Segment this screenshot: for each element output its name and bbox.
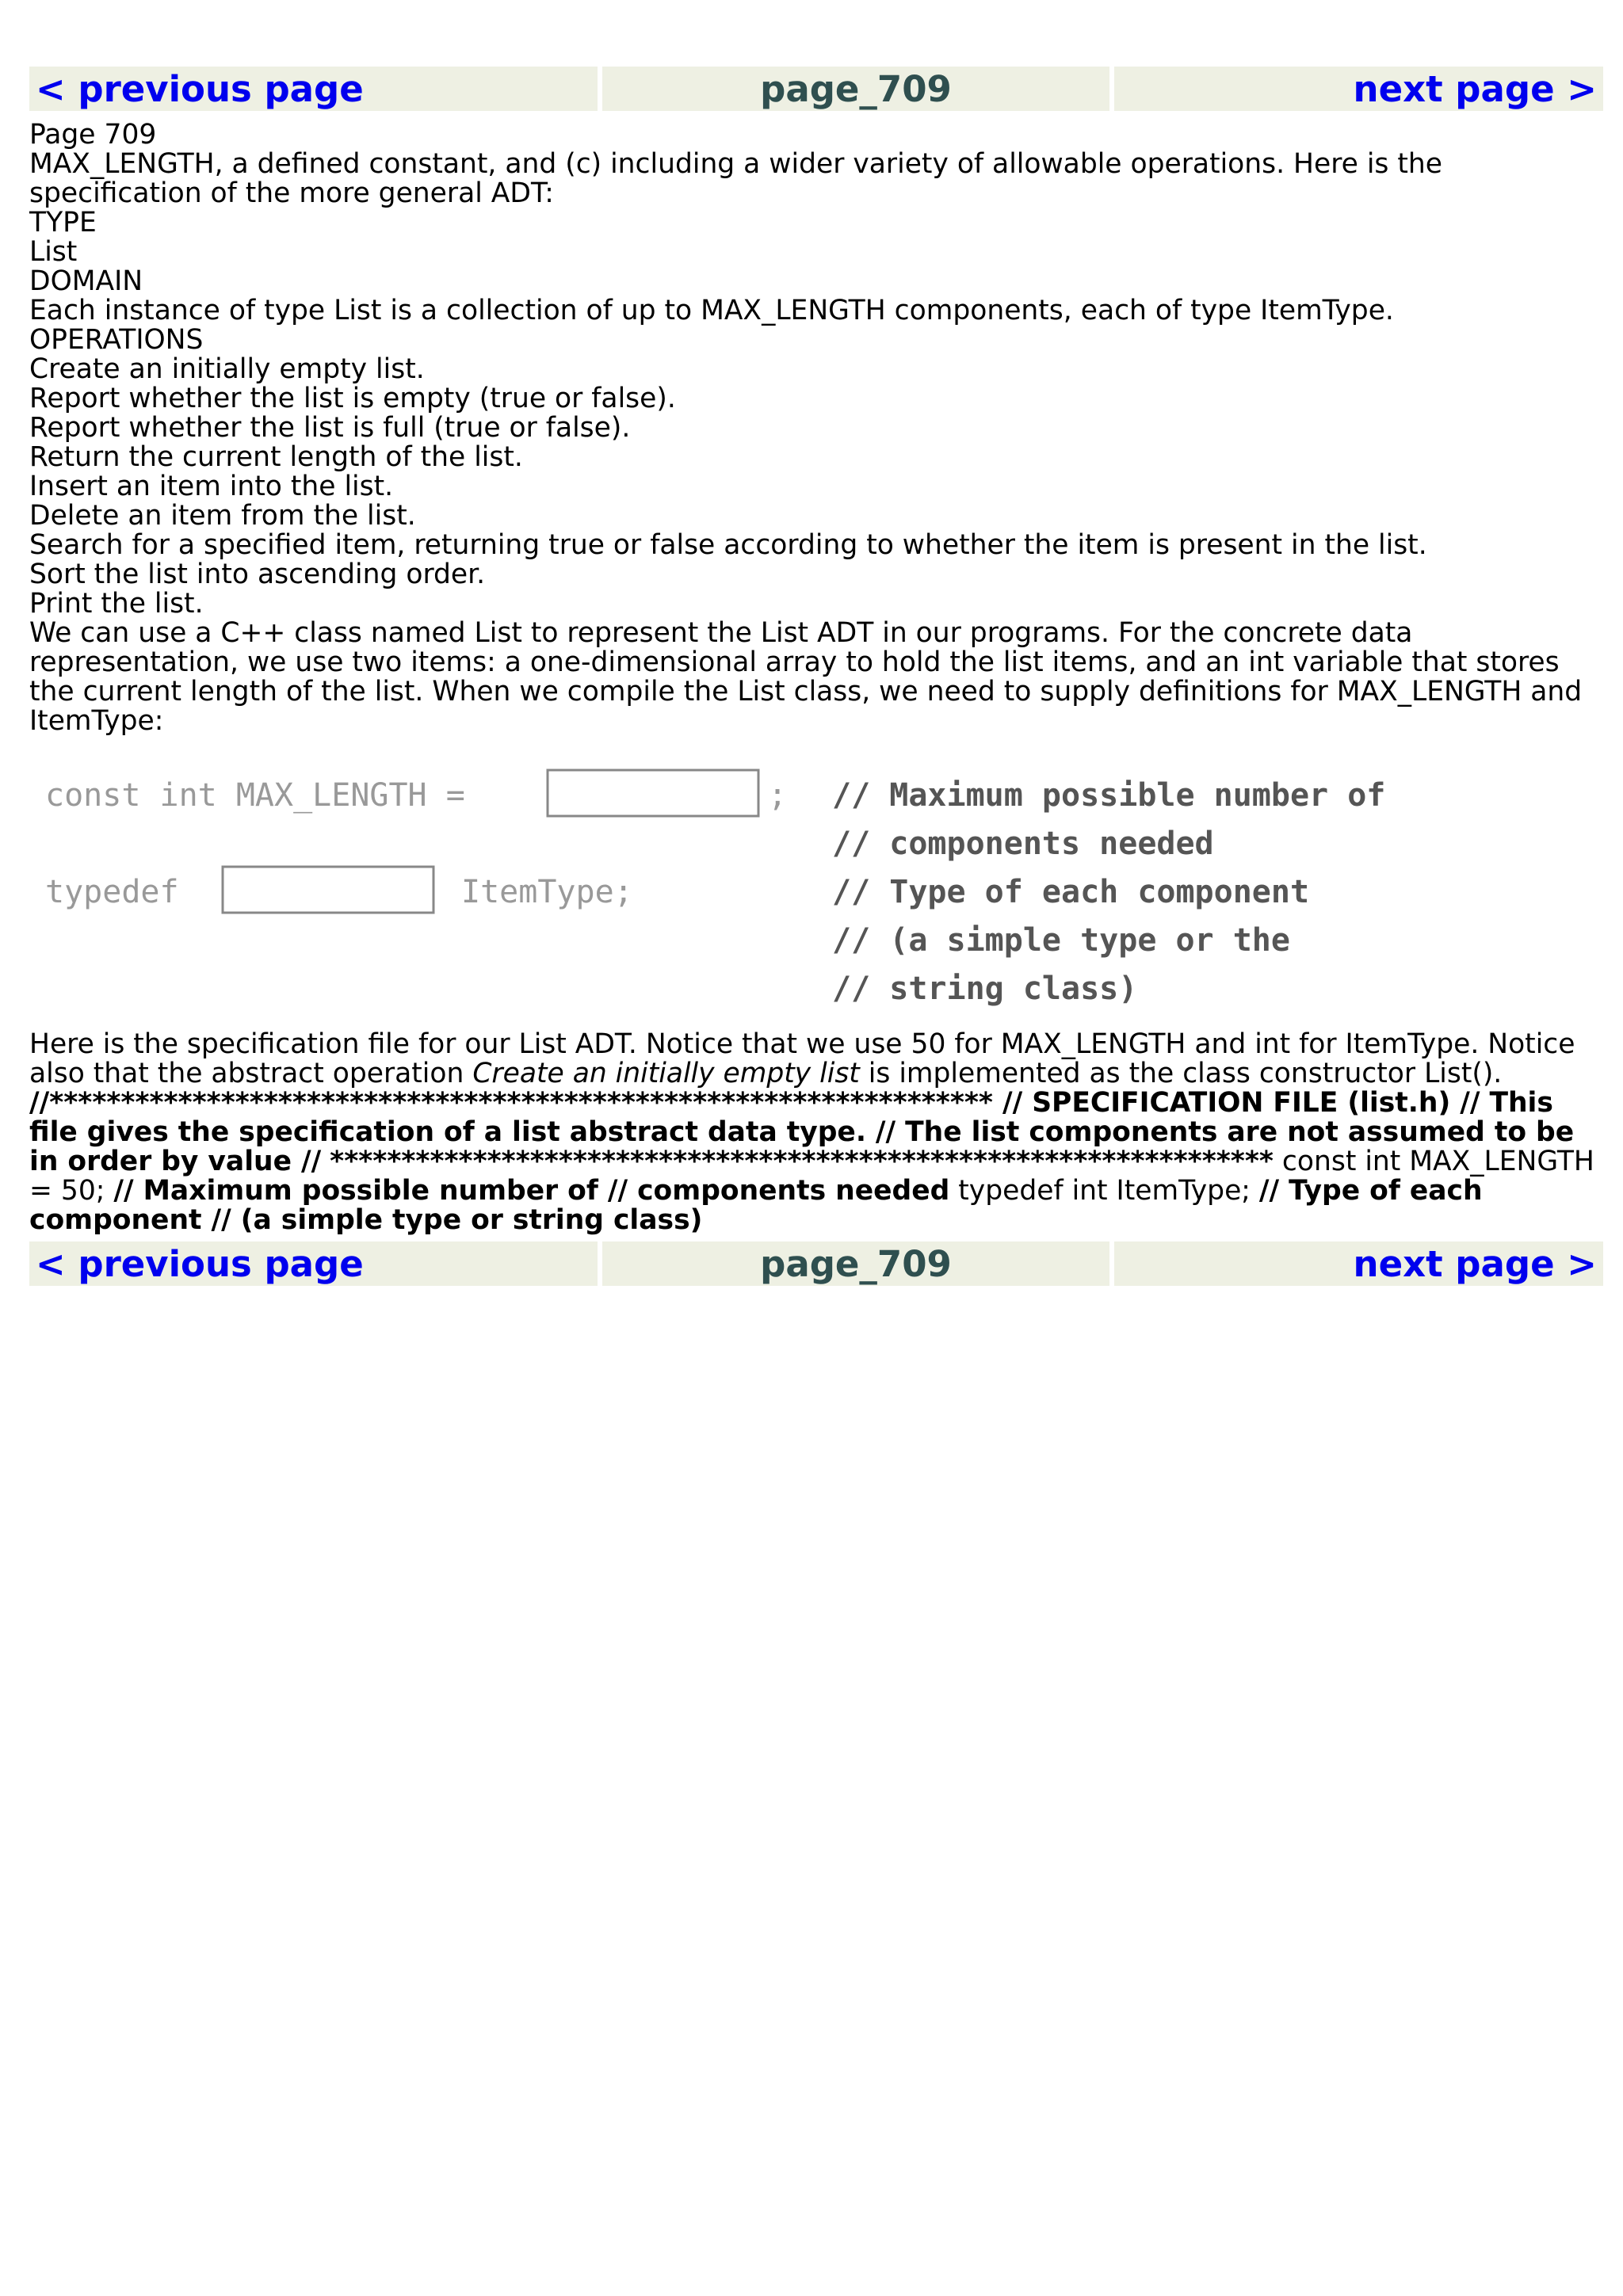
figure-typedef-code: typedef	[45, 874, 179, 910]
figure-comment-3: // Type of each component	[832, 874, 1310, 910]
next-page-link[interactable]: next page >	[1353, 1242, 1597, 1285]
figure-const-code: const int MAX_LENGTH =	[45, 777, 465, 814]
figure-comment-2: // components needed	[832, 826, 1214, 862]
figure-comment-4: // (a simple type or the	[832, 922, 1290, 959]
previous-page-link[interactable]: < previous page	[36, 67, 364, 110]
page-content	[29, 120, 1603, 1235]
code-stars-close: ******************************************************************	[330, 1146, 1274, 1177]
top-navbar	[29, 67, 1603, 111]
class-paragraph: We can use a C++ class named List to represent the List ADT in our programs. For the concrete data representation, we use two items: a one-dimensional array to hold the list items, and an int variable that stores the current length of the list. When we compile the List class, we need to supply definitions for MAX_LENGTH and ItemType:	[29, 617, 1583, 737]
type-value: List	[29, 236, 78, 268]
nav-next-cell	[1114, 67, 1603, 111]
operation-item: Print the list.	[29, 588, 204, 620]
nav-prev-cell	[29, 67, 598, 111]
figure-comment-1: // Maximum possible number of	[832, 777, 1386, 814]
spec-paragraph	[29, 1030, 1603, 1089]
domain-heading: DOMAIN	[29, 265, 143, 297]
previous-page-link[interactable]: < previous page	[36, 1242, 364, 1285]
itemtype-blank-box	[223, 867, 433, 913]
code-comment-block: // SPECIFICATION FILE (list.h) // This file gives the specification of a list abstract data type. // The list components are not assumed to be in order by value //	[29, 1087, 1575, 1177]
operations-heading: OPERATIONS	[29, 324, 204, 356]
next-page-link[interactable]: next page >	[1353, 67, 1597, 110]
spec-text-pre: Here is the specification file for our List ADT. Notice that we use 50 for MAX_LENGTH and int for ItemType. Notice also that the abstract operation	[29, 1028, 1575, 1089]
nav-page-cell	[602, 67, 1109, 111]
page-label: page_709	[760, 67, 952, 110]
domain-text: Each instance of type List is a collection of up to MAX_LENGTH components, each of type ItemType.	[29, 295, 1394, 326]
nav-prev-cell	[29, 1241, 598, 1286]
type-heading: TYPE	[29, 207, 97, 238]
operation-item: Create an initially empty list.	[29, 353, 425, 385]
spec-text-post: is implemented as the class constructor List().	[859, 1058, 1503, 1089]
spec-text-emphasis: Create an initially empty list	[472, 1058, 860, 1089]
operation-item: Search for a specified item, returning true or false according to whether the item is present in the list.	[29, 529, 1427, 561]
operation-item: Sort the list into ascending order.	[29, 559, 486, 590]
figure-comment-5: // string class)	[832, 971, 1138, 1007]
intro-paragraph: MAX_LENGTH, a defined constant, and (c) including a wider variety of allowable operations. Here is the specification of the more general ADT:	[29, 148, 1442, 209]
code-figure	[29, 757, 1603, 1014]
operation-item: Return the current length of the list.	[29, 441, 523, 473]
code-const-line: const int MAX_LENGTH = 50;	[29, 1146, 1594, 1207]
page-label: page_709	[760, 1242, 952, 1285]
code-stars-open: //******************************************************************	[29, 1087, 993, 1119]
page-container	[29, 67, 1603, 1286]
page-number: Page 709	[29, 119, 157, 151]
figure-semicolon: ;	[768, 777, 788, 814]
operation-item: Report whether the list is full (true or false).	[29, 412, 631, 444]
nav-page-cell	[602, 1241, 1109, 1286]
code-typedef-line: typedef int ItemType;	[949, 1175, 1259, 1207]
nav-next-cell	[1114, 1241, 1603, 1286]
code-listing	[29, 1089, 1603, 1235]
code-typedef-comment: // Type of each component // (a simple type or string class)	[29, 1175, 1483, 1236]
max-length-blank-box	[548, 770, 758, 816]
operation-item: Delete an item from the list.	[29, 500, 416, 532]
operation-item: Insert an item into the list.	[29, 471, 394, 502]
code-const-comment: // Maximum possible number of // components needed	[113, 1175, 950, 1207]
figure-itemtype-code: ItemType;	[461, 874, 633, 910]
operation-item: Report whether the list is empty (true or false).	[29, 383, 676, 414]
bottom-navbar	[29, 1241, 1603, 1286]
